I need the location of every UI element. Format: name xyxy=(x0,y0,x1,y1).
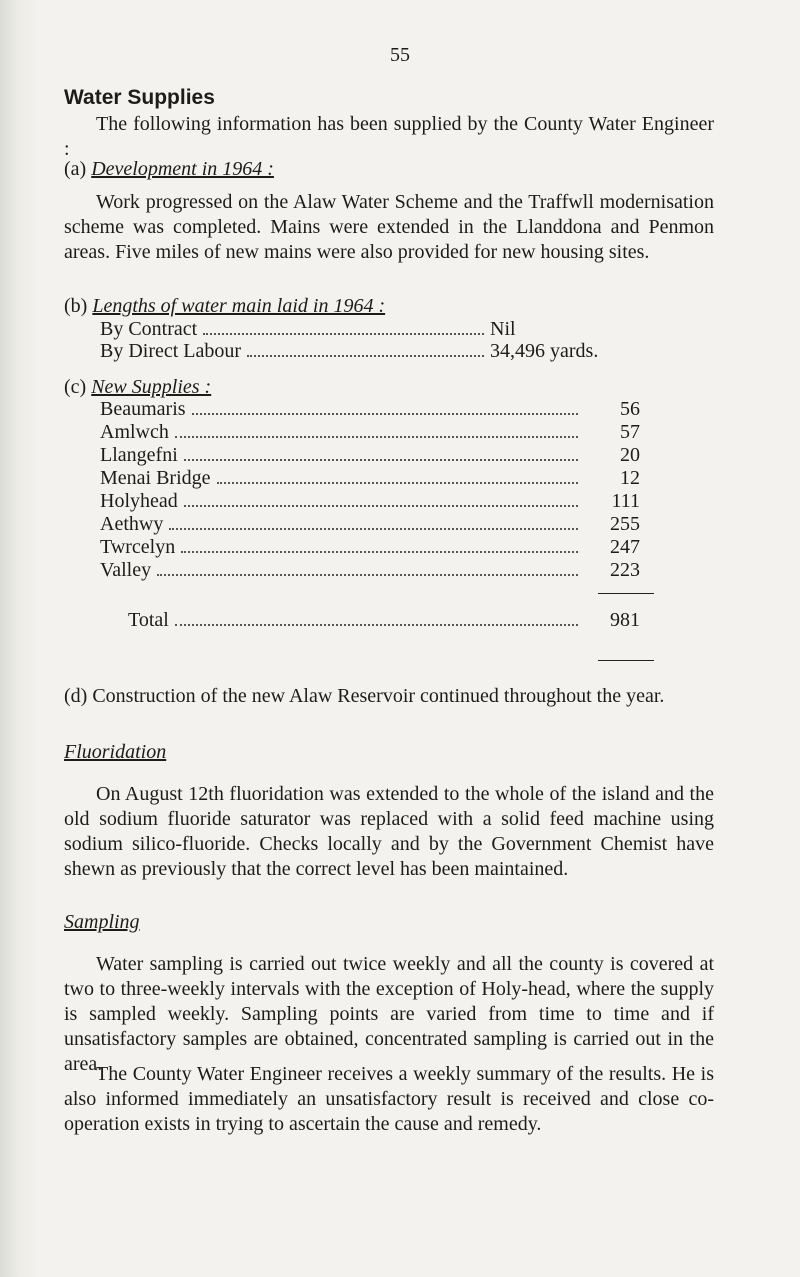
list-item xyxy=(100,559,640,582)
item-value: Nil xyxy=(490,318,516,340)
item-c-heading xyxy=(64,376,211,399)
page-number: 55 xyxy=(390,44,410,66)
item-b-heading xyxy=(64,295,385,318)
intro-paragraph: The following information has been supplied by the County Water Engineer : xyxy=(64,113,714,160)
item-value: 247 xyxy=(610,536,640,558)
item-value: 255 xyxy=(610,513,640,535)
item-value: 57 xyxy=(620,421,640,443)
item-label: Twrcelyn xyxy=(100,536,176,558)
item-d-text: Construction of the new Alaw Reservoir continued throughout the year. xyxy=(92,685,665,707)
item-value: 12 xyxy=(620,467,640,489)
leader-dots xyxy=(217,481,578,484)
total-rule-bottom xyxy=(598,660,654,661)
leader-dots xyxy=(169,527,578,530)
item-b-title: Lengths of water main laid in 1964 : xyxy=(92,295,386,317)
item-value: 34,496 yards. xyxy=(490,340,599,362)
item-value: 223 xyxy=(610,559,640,581)
sampling-paragraph-1: Water sampling is carried out twice weekly and all the county is covered at two to three-weekly intervals with the exception of Holy-head, where the supply is sampled weekly. Sampling points are varied from time to time and if unsatisfactory samples are obtained, concentrated sampling is carried out in the area. xyxy=(64,953,714,1075)
leader-dots xyxy=(247,354,484,357)
list-item xyxy=(100,536,640,559)
item-a-paragraph: Work progressed on the Alaw Water Scheme and the Traffwll modernisation scheme was completed. Mains were extended in the Llanddona and Penmon areas. Five miles of new mains were also provided for new housing sites. xyxy=(64,191,714,263)
leader-dots xyxy=(184,458,578,461)
item-value: 20 xyxy=(620,444,640,466)
item-label: Aethwy xyxy=(100,513,164,535)
list-item xyxy=(100,318,640,341)
item-label: Amlwch xyxy=(100,421,169,443)
item-label: Valley xyxy=(100,559,152,581)
item-label: By Contract xyxy=(100,318,198,340)
item-label: Menai Bridge xyxy=(100,467,211,489)
total-label: Total xyxy=(128,609,169,631)
leader-dots xyxy=(184,504,578,507)
sampling-paragraph-2: The County Water Engineer receives a weekly summary of the results. He is also informed immediately an unsatisfactory result is received and close co-operation exists in trying to ascertain the cause and remedy. xyxy=(64,1063,714,1135)
item-label: Llangefni xyxy=(100,444,178,466)
total-rule-top xyxy=(598,593,654,594)
leader-dots xyxy=(175,435,578,438)
leader-dots xyxy=(157,573,578,576)
total-value: 981 xyxy=(610,609,640,631)
item-c-label: (c) xyxy=(64,376,87,398)
list-item xyxy=(100,340,640,363)
item-a-label: (a) xyxy=(64,158,87,180)
item-label: Holyhead xyxy=(100,490,178,512)
list-item xyxy=(100,490,640,513)
item-value: 111 xyxy=(611,490,640,512)
item-a-heading xyxy=(64,158,274,181)
list-item xyxy=(100,467,640,490)
item-b-label: (b) xyxy=(64,295,88,317)
sampling-heading: Sampling xyxy=(64,911,140,933)
item-label: By Direct Labour xyxy=(100,340,242,362)
leader-dots xyxy=(203,332,484,335)
list-item xyxy=(100,513,640,536)
item-d-label: (d) xyxy=(64,685,88,707)
list-item xyxy=(100,398,640,421)
section-heading: Water Supplies xyxy=(64,86,215,109)
item-value: 56 xyxy=(620,398,640,420)
leader-dots xyxy=(175,623,578,626)
item-d-paragraph xyxy=(64,684,714,709)
leader-dots xyxy=(192,412,578,415)
item-label: Beaumaris xyxy=(100,398,186,420)
item-c-title: New Supplies : xyxy=(91,376,212,398)
total-row xyxy=(128,609,640,632)
leader-dots xyxy=(181,550,578,553)
fluoridation-paragraph: On August 12th fluoridation was extended to the whole of the island and the old sodium fluoride saturator was replaced with a solid feed machine using sodium silico-fluoride. Checks locally and by the Government Chemist have shewn as previously that the correct level has been maintained. xyxy=(64,783,714,880)
list-item xyxy=(100,444,640,467)
list-item xyxy=(100,421,640,444)
fluoridation-heading: Fluoridation xyxy=(64,741,167,763)
item-a-title: Development in 1964 : xyxy=(91,158,274,180)
